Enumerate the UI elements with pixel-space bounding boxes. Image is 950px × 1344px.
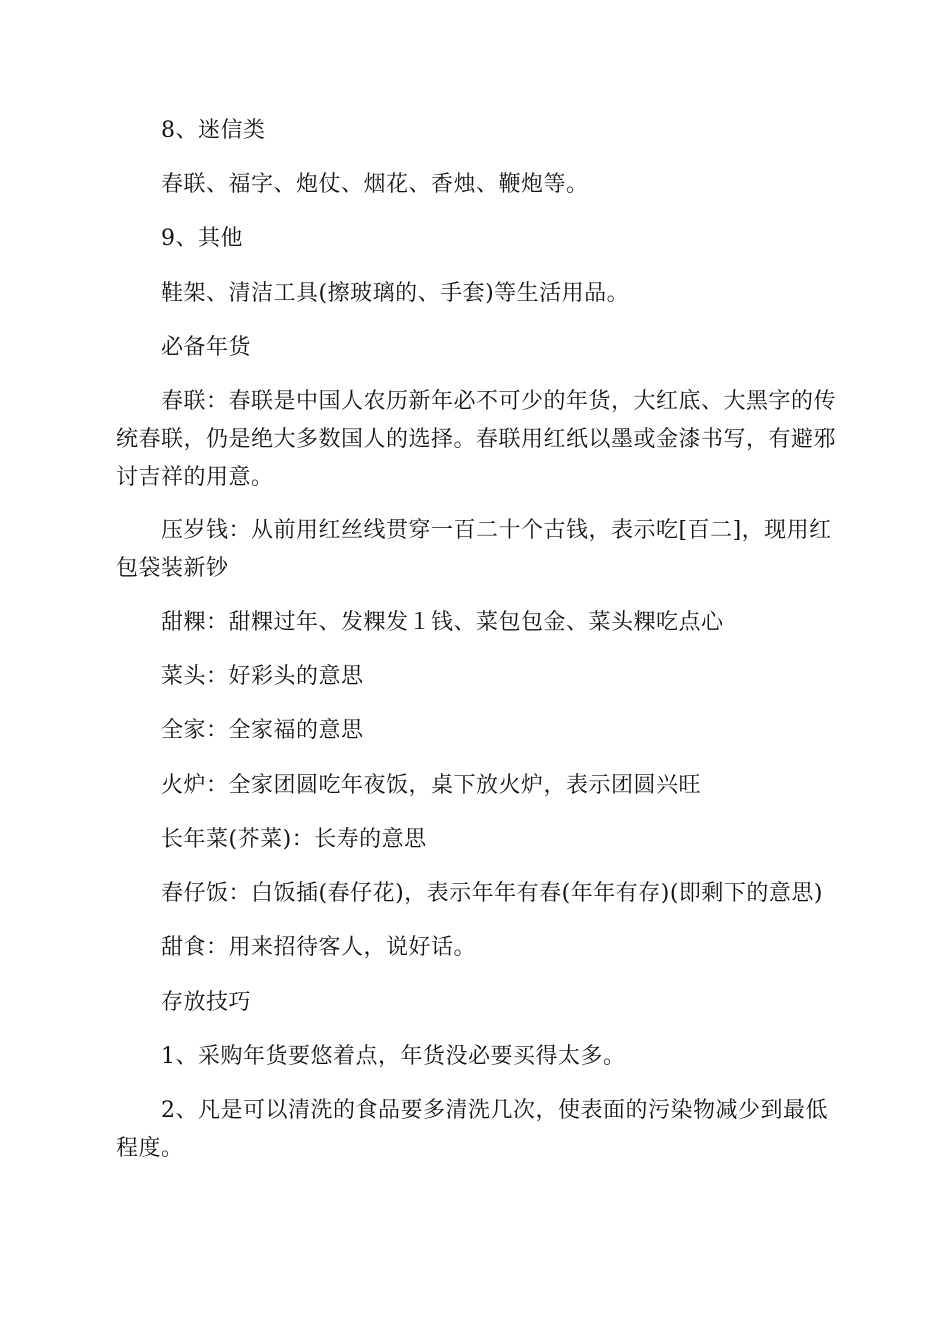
paragraph-radish: 菜头：好彩头的意思 bbox=[161, 664, 364, 689]
section-heading-superstition: 8、迷信类 bbox=[161, 118, 266, 143]
paragraph-other-items: 鞋架、清洁工具(擦玻璃的、手套)等生活用品。 bbox=[161, 281, 630, 306]
paragraph-whole-family: 全家：全家福的意思 bbox=[161, 718, 364, 743]
paragraph-sweet-cake: 甜粿：甜粿过年、发粿发１钱、菜包包金、菜头粿吃点心 bbox=[161, 610, 724, 635]
section-heading-essential-goods: 必备年货 bbox=[161, 335, 252, 360]
paragraph-spring-rice: 春仔饭：白饭插(春仔花)，表示年年有春(年年有存)(即剩下的意思) bbox=[161, 881, 824, 906]
paragraph-sweets: 甜食：用来招待客人，说好话。 bbox=[161, 935, 477, 960]
paragraph-storage-tip-2: 2、凡是可以清洗的食品要多清洗几次，使表面的污染物减少到最低程度。 bbox=[116, 1098, 828, 1161]
section-heading-storage-tips: 存放技巧 bbox=[161, 990, 252, 1015]
paragraph-spring-couplets: 春联：春联是中国人农历新年必不可少的年货，大红底、大黑字的传统春联，仍是绝大多数国人的选择。春联用红纸以墨或金漆书写，有避邪讨吉祥的用意。 bbox=[116, 389, 837, 490]
paragraph-lucky-money: 压岁钱：从前用红丝线贯穿一百二十个古钱，表示吃[百二]，现用红包袋装新钞 bbox=[116, 518, 832, 581]
paragraph-superstition-items: 春联、福字、炮仗、烟花、香烛、鞭炮等。 bbox=[161, 172, 589, 197]
paragraph-storage-tip-1: 1、采购年货要悠着点，年货没必要买得太多。 bbox=[161, 1044, 626, 1069]
paragraph-mustard-greens: 长年菜(芥菜)：长寿的意思 bbox=[161, 827, 427, 852]
paragraph-stove: 火炉：全家团圆吃年夜饭，桌下放火炉，表示团圆兴旺 bbox=[161, 773, 702, 798]
section-heading-other: 9、其他 bbox=[161, 226, 243, 251]
